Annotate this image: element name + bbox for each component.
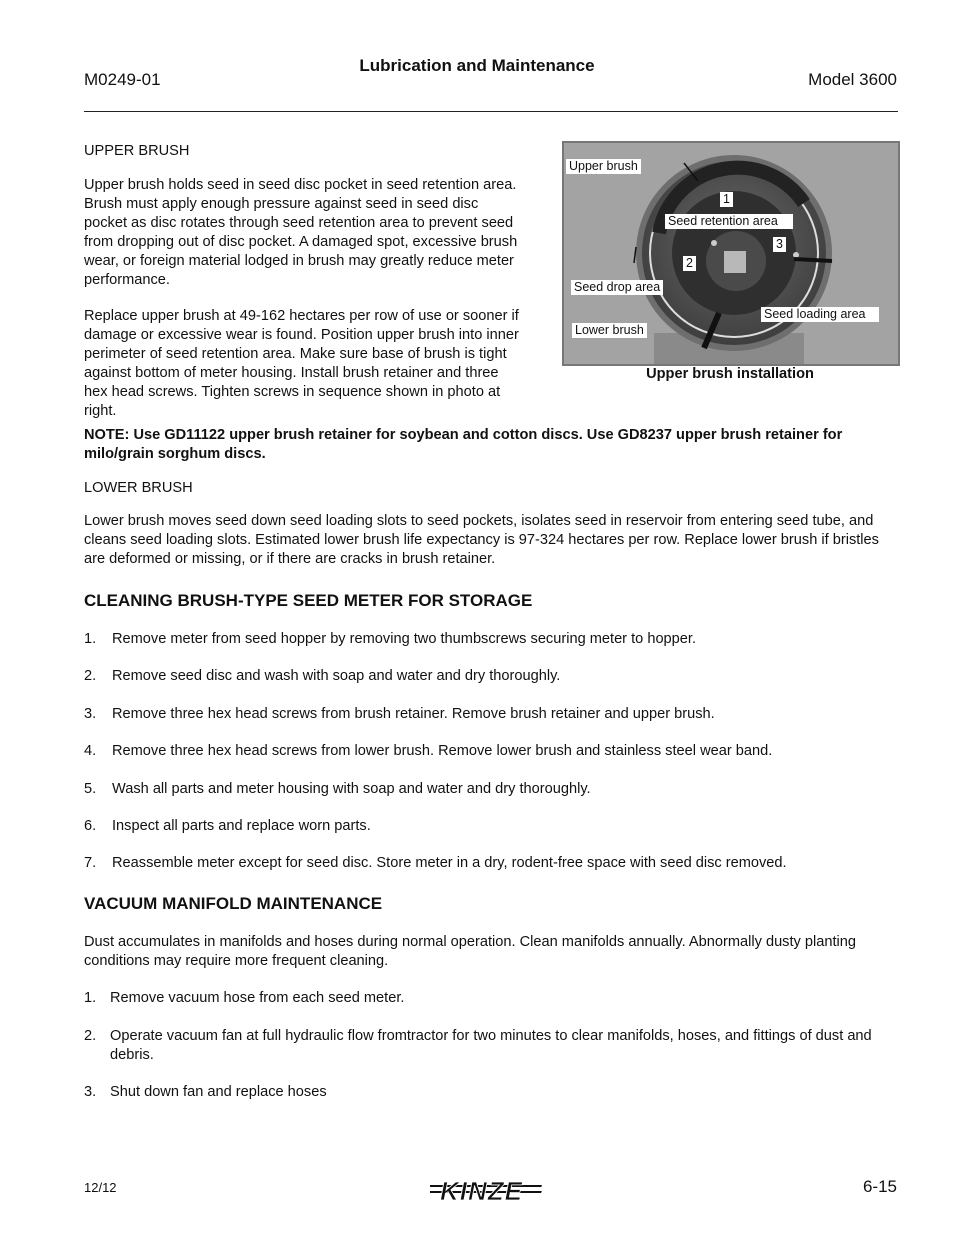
lower-brush-heading: LOWER BRUSH xyxy=(84,480,193,496)
upper-brush-heading: UPPER BRUSH xyxy=(84,143,190,159)
list-item: 3. Shut down fan and replace hoses xyxy=(84,1084,327,1100)
note-text: NOTE: Use GD11122 upper brush retainer for soybean and cotton discs. Use GD8237 upper brush retainer for milo/grain sorghum discs. xyxy=(84,427,843,462)
page-number: 6-15 xyxy=(862,1177,897,1196)
upper-brush-photo xyxy=(562,141,900,366)
list-item: 2. Operate vacuum fan at full hydraulic flow fromtractor for two minutes to clear manifolds, hoses, and fittings of dust and debris. xyxy=(84,1028,872,1063)
figure-caption: Upper brush installation xyxy=(646,366,814,382)
label-number-2: 2 xyxy=(683,256,696,271)
header-rule xyxy=(84,111,898,112)
list-item: 1. Remove vacuum hose from each seed meter. xyxy=(84,990,405,1006)
footer-date: 12/12 xyxy=(84,1180,117,1195)
vacuum-para: Dust accumulates in manifolds and hoses during normal operation. Clean manifolds annually. Abnormally dusty planting conditions may require more frequent cleaning. xyxy=(84,934,857,969)
lower-brush-para: Lower brush moves seed down seed loading slots to seed pockets, isolates seed in reservoir from entering seed tube, and cleans seed loading slots. Estimated lower brush life expectancy is 97-324 hectares per row. Replace lower brush if bristles are deformed or missing, or if there are cracks in brush retainer. xyxy=(84,513,879,567)
list-item: 5. Wash all parts and meter housing with soap and water and dry thoroughly. xyxy=(84,781,591,797)
logo-graphic xyxy=(430,1174,550,1206)
model-name: Model 3600 xyxy=(808,70,897,89)
list-item: 4. Remove three hex head screws from lower brush. Remove lower brush and stainless steel wear band. xyxy=(84,743,773,759)
label-lower-brush: Lower brush xyxy=(572,323,647,338)
document-id: M0249-01 xyxy=(84,70,161,89)
section-title: Lubrication and Maintenance xyxy=(359,56,595,75)
list-item: 6. Inspect all parts and replace worn parts. xyxy=(84,818,371,834)
upper-brush-para1: Upper brush holds seed in seed disc pocket in seed retention area. Brush must apply enough pressure against seed in seed disc pocket as disc rotates through seed retention area to prevent seed from dropping out of disc pocket. A damaged spot, excessive brush wear, or foreign material lodged in brush may greatly reduce meter performance. xyxy=(84,177,518,288)
cleaning-heading: CLEANING BRUSH-TYPE SEED METER FOR STORAGE xyxy=(84,591,533,610)
label-upper-brush: Upper brush xyxy=(566,159,641,174)
list-item: 3. Remove three hex head screws from brush retainer. Remove brush retainer and upper brush. xyxy=(84,706,715,722)
label-number-1: 1 xyxy=(720,192,733,207)
list-item: 1. Remove meter from seed hopper by removing two thumbscrews securing meter to hopper. xyxy=(84,631,697,647)
list-item: 7. Reassemble meter except for seed disc. Store meter in a dry, rodent-free space with seed disc removed. xyxy=(84,855,787,871)
list-item: 2. Remove seed disc and wash with soap and water and dry thoroughly. xyxy=(84,668,561,684)
label-seed-drop-area: Seed drop area xyxy=(571,280,663,295)
upper-brush-para2: Replace upper brush at 49-162 hectares per row of use or sooner if damage or excessive wear is found. Position upper brush into inner perimeter of seed retention area. Make sure base of brush is tight against bottom of meter housing. Install brush retainer and three hex head screws. Tighten screws in sequence shown in photo at right. xyxy=(84,308,519,419)
label-seed-loading-area: Seed loading area xyxy=(761,307,879,322)
logo-text: KINZE xyxy=(440,1176,523,1206)
label-seed-retention-area: Seed retention area xyxy=(665,214,793,229)
label-number-3: 3 xyxy=(773,237,786,252)
vacuum-heading: VACUUM MANIFOLD MAINTENANCE xyxy=(84,894,383,913)
kinze-logo xyxy=(430,1174,550,1211)
